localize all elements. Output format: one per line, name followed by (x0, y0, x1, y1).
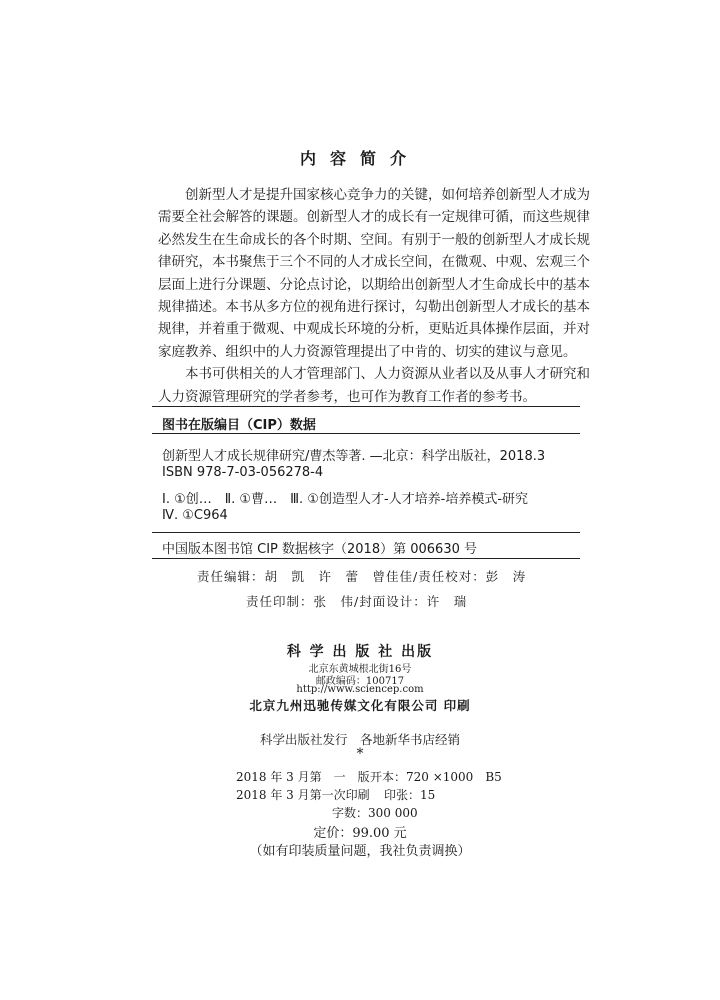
printing-sheets: 印张：15 (384, 788, 436, 802)
cip-classification-code: Ⅳ. ①C964 (162, 508, 228, 523)
separator-star: * (356, 746, 364, 762)
intro-line: 规律，并着重于微观、中观成长环境的分析，更贴近具体操作层面，并对 (158, 321, 590, 338)
cip-verify-number: 中国版本图书馆 CIP 数据核字（2018）第 006630 号 (162, 542, 477, 557)
publisher-address: 北京东黄城根北街16号 (308, 664, 412, 675)
word-count: 字数：300 000 (332, 806, 418, 820)
intro-line: 规律描述。本书从多方位的视角进行探讨，勾勒出创新型人才成长的基本 (158, 298, 590, 315)
publisher-url: http://www.sciencep.com (296, 684, 424, 695)
cip-bibliographic-line: 创新型人才成长规律研究/曹杰等著. —北京：科学出版社，2018.3 (162, 449, 546, 464)
intro-line: 本书可供相关的人才管理部门、人力资源从业者以及从事人才研究和 (185, 366, 590, 383)
quality-notice: （如有印装质量问题，我社负责调换） (249, 844, 471, 859)
cip-verify-top-rule (152, 532, 580, 533)
intro-line: 必然发生在生命成长的各个时期、空间。有别于一般的创新型人才成长规 (158, 231, 590, 248)
production-credit: 责任印制：张 伟/封面设计：许 瑞 (246, 594, 468, 609)
cip-heading-rule (152, 433, 580, 434)
intro-line: 创新型人才是提升国家核心竞争力的关键，如何培养创新型人才成为 (185, 187, 590, 203)
publisher-postcode: 邮政编码：100717 (315, 676, 405, 687)
edition-date: 2018 年 3 月第 一 版 (236, 770, 370, 784)
intro-line: 律研究，本书聚焦于三个不同的人才成长空间，在微观、中观、宏观三个 (158, 254, 590, 271)
intro-title: 内容简介 (299, 149, 420, 168)
cip-isbn: ISBN 978-7-03-056278-4 (162, 465, 324, 480)
printer-name: 北京九州迅驰传媒文化有限公司 印刷 (249, 698, 471, 713)
intro-line: 需要全社会解答的课题。创新型人才的成长有一定规律可循，而这些规律 (158, 209, 590, 226)
cip-top-rule (152, 406, 580, 407)
cip-classification: Ⅰ. ①创… Ⅱ. ①曹… Ⅲ. ①创造型人才-人才培养-培养模式-研究 (162, 492, 529, 507)
intro-line: 层面上进行分课题、分论点讨论，以期给出创新型人才生命成长中的基本 (158, 276, 590, 293)
book-price: 定价：99.00 元 (313, 826, 407, 841)
publisher-name: 科 学 出 版 社 出版 (286, 644, 434, 660)
distribution-line: 科学出版社发行 各地新华书店经销 (259, 732, 460, 747)
cip-verify-bottom-rule (152, 558, 580, 559)
cip-heading: 图书在版编目（CIP）数据 (162, 418, 316, 433)
intro-line: 家庭教养、组织中的人力资源管理提出了中肯的、切实的建议与意见。 (158, 343, 577, 360)
book-format: 开本：720 ×1000 B5 (370, 770, 502, 784)
intro-line: 人力资源管理研究的学者参考，也可作为教育工作者的参考书。 (158, 388, 536, 405)
editors-credit: 责任编辑：胡 凯 许 蕾 曾佳佳/责任校对：彭 涛 (197, 569, 527, 584)
intro-text (158, 184, 590, 408)
printing-date: 2018 年 3 月第一次印刷 (236, 788, 370, 802)
